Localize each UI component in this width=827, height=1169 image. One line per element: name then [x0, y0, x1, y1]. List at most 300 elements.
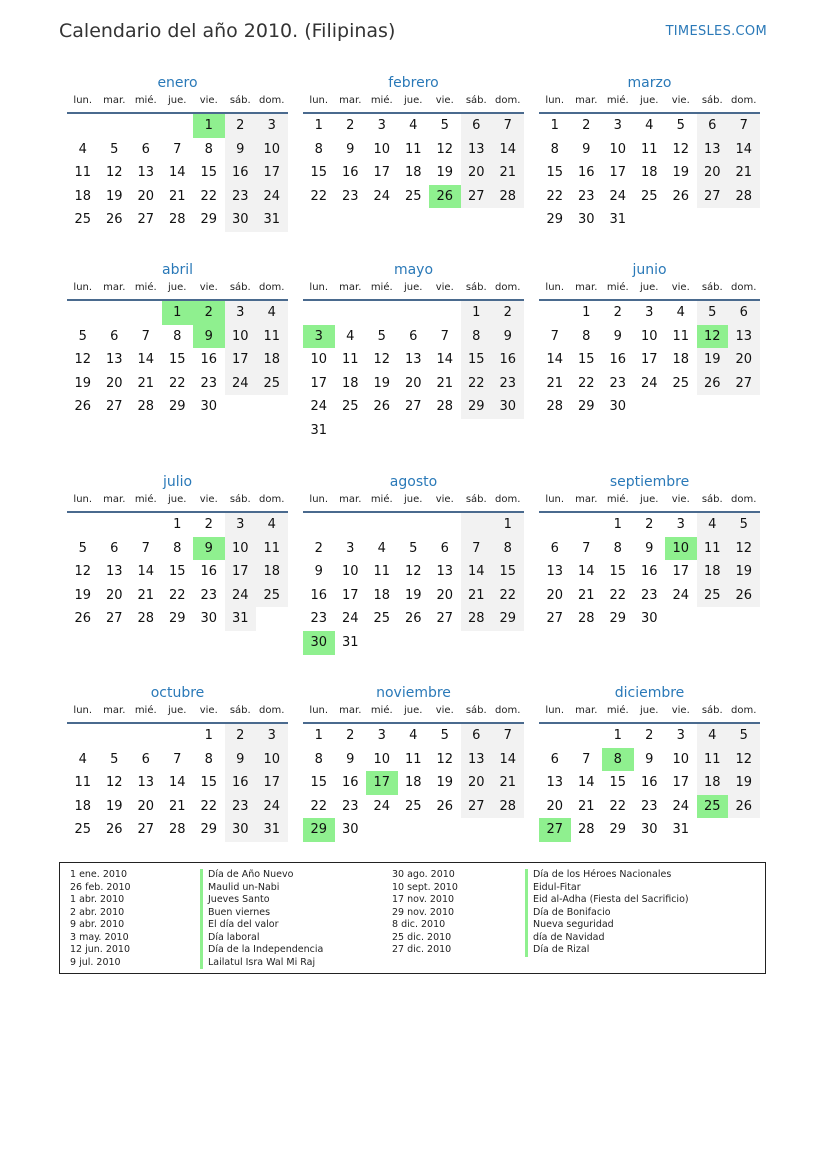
weekday-label: dom. [259, 282, 285, 293]
weekday-label: vie. [199, 95, 218, 106]
weekday-label: lun. [309, 95, 329, 106]
day-cell: 30 [640, 822, 658, 838]
day-cell: 12 [74, 352, 92, 368]
day-cell: 10 [640, 328, 658, 344]
day-cell: 26 [74, 399, 92, 415]
day-cell: 3 [225, 513, 257, 537]
empty-cell [335, 301, 367, 325]
day-cell: 29 [577, 399, 595, 415]
day-cell: 20 [137, 188, 155, 204]
day-cell: 24 [609, 188, 627, 204]
day-cell: 22 [609, 587, 627, 603]
day-cell: 6 [728, 301, 760, 325]
weekday-label: lun. [73, 282, 93, 293]
day-cell: 1 [173, 517, 182, 532]
day-cell: 22 [200, 188, 218, 204]
day-cell: 7 [173, 751, 182, 767]
day-cell: 5 [78, 540, 87, 556]
day-cell: 19 [672, 165, 690, 181]
holiday-day-cell: 29 [303, 818, 335, 842]
day-cell: 18 [672, 352, 690, 368]
day-cell: 4 [256, 513, 288, 537]
day-cell: 27 [697, 185, 729, 209]
day-cell: 8 [613, 540, 622, 556]
empty-cell [67, 301, 99, 325]
day-cell: 5 [78, 328, 87, 344]
weekday-label: mié. [370, 494, 393, 505]
day-cell: 8 [492, 537, 524, 561]
weekday-header [67, 281, 288, 301]
weekday-label: sáb. [701, 282, 723, 293]
day-cell: 27 [105, 399, 123, 415]
day-cell: 25 [672, 375, 690, 391]
day-cell: 6 [550, 751, 559, 767]
day-cell: 6 [141, 141, 150, 157]
day-cell: 28 [577, 822, 595, 838]
legend-holiday-name: Día de Bonifacio [525, 907, 689, 920]
legend-holiday-date: 27 dic. 2010 [392, 944, 452, 955]
day-cell: 29 [461, 395, 493, 419]
weekday-header [67, 704, 288, 724]
month-noviembre [303, 682, 524, 842]
weekday-label: sáb. [229, 494, 251, 505]
empty-cell [99, 724, 131, 748]
day-cell: 8 [173, 540, 182, 556]
day-cell: 20 [436, 587, 454, 603]
day-cell: 12 [728, 537, 760, 561]
day-cell: 19 [436, 165, 454, 181]
day-cell: 1 [613, 517, 622, 532]
day-cell: 14 [577, 775, 595, 791]
legend-holiday-name: Día de Rizal [525, 944, 689, 957]
empty-cell [571, 724, 603, 748]
day-cell: 4 [78, 141, 87, 157]
day-cell: 1 [204, 728, 213, 743]
legend-holiday-name: Día laboral [200, 932, 323, 945]
day-cell: 10 [373, 751, 391, 767]
day-cell: 16 [225, 161, 257, 185]
page-title: Calendario del año 2010. (Filipinas) [59, 20, 396, 42]
day-cell: 16 [577, 165, 595, 181]
day-cell: 4 [256, 301, 288, 325]
day-cell: 12 [436, 751, 454, 767]
day-cell: 29 [168, 611, 186, 627]
day-cell: 12 [74, 564, 92, 580]
day-cell: 31 [672, 822, 690, 838]
day-cell: 13 [137, 775, 155, 791]
weekday-label: vie. [671, 95, 690, 106]
day-cell: 3 [256, 114, 288, 138]
day-cell: 17 [256, 161, 288, 185]
legend-holiday-name: Día de la Independencia [200, 944, 323, 957]
day-cell: 24 [225, 372, 257, 396]
day-cell: 18 [74, 798, 92, 814]
day-cell: 25 [404, 188, 422, 204]
day-cell: 28 [728, 185, 760, 209]
holiday-day-cell: 8 [602, 748, 634, 772]
weekday-label: vie. [435, 705, 454, 716]
month-junio [539, 259, 760, 419]
day-cell: 11 [373, 564, 391, 580]
day-cell: 23 [577, 188, 595, 204]
legend-holiday-name: Maulid un-Nabi [200, 882, 323, 895]
empty-cell [539, 513, 571, 537]
weekday-label: jue. [168, 705, 187, 716]
month-name: enero [157, 75, 198, 91]
day-cell: 21 [168, 798, 186, 814]
weekday-label: sáb. [229, 705, 251, 716]
month-septiembre [539, 471, 760, 631]
legend-holiday-date: 8 dic. 2010 [392, 919, 446, 930]
day-cell: 11 [404, 141, 422, 157]
day-grid [539, 301, 760, 419]
day-cell: 6 [141, 751, 150, 767]
day-cell: 24 [256, 185, 288, 209]
weekday-label: mié. [134, 705, 157, 716]
day-cell: 18 [697, 771, 729, 795]
day-cell: 29 [200, 822, 218, 838]
month-name: julio [162, 474, 193, 490]
legend-right-names [525, 869, 689, 957]
weekday-label: vie. [671, 282, 690, 293]
day-cell: 11 [256, 325, 288, 349]
day-cell: 3 [676, 728, 685, 743]
day-cell: 18 [256, 348, 288, 372]
day-cell: 20 [404, 375, 422, 391]
day-cell: 3 [377, 728, 386, 743]
day-cell: 24 [672, 798, 690, 814]
weekday-label: dom. [495, 95, 521, 106]
weekday-label: dom. [495, 282, 521, 293]
day-cell: 23 [310, 611, 328, 627]
day-cell: 28 [461, 607, 493, 631]
weekday-label: sáb. [465, 494, 487, 505]
holiday-day-cell: 2 [193, 301, 225, 325]
day-cell: 15 [310, 165, 328, 181]
day-cell: 15 [492, 560, 524, 584]
day-cell: 11 [74, 165, 92, 181]
day-cell: 11 [341, 352, 359, 368]
legend-holiday-date: 10 sept. 2010 [392, 881, 458, 893]
weekday-label: mié. [370, 705, 393, 716]
day-cell: 23 [200, 375, 218, 391]
day-cell: 12 [105, 775, 123, 791]
day-cell: 20 [137, 798, 155, 814]
day-cell: 13 [461, 748, 493, 772]
day-cell: 23 [341, 798, 359, 814]
day-cell: 2 [613, 305, 622, 320]
legend-holiday-date: 2 abr. 2010 [70, 906, 125, 918]
day-cell: 20 [546, 798, 564, 814]
day-cell: 6 [110, 328, 119, 344]
day-cell: 7 [461, 537, 493, 561]
day-cell: 26 [728, 584, 760, 608]
day-cell: 26 [436, 798, 454, 814]
weekday-label: mié. [134, 95, 157, 106]
month-name: abril [161, 262, 193, 278]
day-cell: 30 [577, 212, 595, 228]
day-cell: 7 [141, 540, 150, 556]
day-cell: 27 [461, 185, 493, 209]
day-cell: 1 [492, 513, 524, 537]
weekday-label: mar. [103, 494, 126, 505]
weekday-label: dom. [259, 705, 285, 716]
day-cell: 26 [728, 795, 760, 819]
day-cell: 24 [672, 587, 690, 603]
day-cell: 24 [373, 798, 391, 814]
legend-holiday-name: Lailatul Isra Wal Mi Raj [200, 957, 323, 970]
day-cell: 14 [168, 165, 186, 181]
weekday-label: jue. [640, 705, 659, 716]
month-mayo [303, 259, 524, 443]
weekday-label: lun. [545, 282, 565, 293]
empty-cell [130, 513, 162, 537]
weekday-label: jue. [404, 95, 423, 106]
weekday-label: jue. [640, 494, 659, 505]
weekday-label: lun. [73, 705, 93, 716]
day-cell: 25 [341, 399, 359, 415]
day-cell: 17 [640, 352, 658, 368]
day-cell: 3 [377, 118, 386, 133]
weekday-label: mar. [339, 282, 362, 293]
day-cell: 21 [137, 587, 155, 603]
month-name: diciembre [614, 685, 685, 701]
day-cell: 5 [110, 751, 119, 767]
month-name: noviembre [376, 685, 451, 701]
day-cell: 28 [168, 822, 186, 838]
weekday-label: sáb. [465, 705, 487, 716]
day-cell: 22 [492, 584, 524, 608]
day-cell: 22 [310, 798, 328, 814]
day-cell: 30 [640, 611, 658, 627]
day-cell: 7 [173, 141, 182, 157]
day-cell: 16 [225, 771, 257, 795]
day-cell: 21 [546, 375, 564, 391]
weekday-label: mar. [339, 494, 362, 505]
weekday-label: sáb. [465, 282, 487, 293]
day-cell: 8 [582, 328, 591, 344]
day-cell: 9 [314, 564, 323, 580]
day-cell: 6 [110, 540, 119, 556]
day-cell: 17 [672, 564, 690, 580]
day-cell: 28 [492, 795, 524, 819]
empty-cell [303, 301, 335, 325]
day-cell: 17 [373, 165, 391, 181]
day-cell: 8 [204, 141, 213, 157]
legend-right-dates [392, 869, 458, 957]
weekday-label: dom. [731, 282, 757, 293]
month-abril [67, 259, 288, 419]
day-cell: 19 [373, 375, 391, 391]
empty-cell [130, 724, 162, 748]
day-cell: 18 [404, 165, 422, 181]
day-cell: 30 [225, 818, 257, 842]
day-grid [539, 724, 760, 842]
day-cell: 2 [582, 118, 591, 133]
day-cell: 19 [105, 798, 123, 814]
day-cell: 8 [550, 141, 559, 157]
day-cell: 9 [346, 751, 355, 767]
day-cell: 2 [346, 728, 355, 743]
weekday-header [539, 704, 760, 724]
day-cell: 9 [346, 141, 355, 157]
day-cell: 23 [225, 795, 257, 819]
weekday-label: mié. [606, 705, 629, 716]
day-cell: 29 [492, 607, 524, 631]
empty-cell [571, 513, 603, 537]
day-cell: 23 [492, 372, 524, 396]
day-cell: 27 [137, 822, 155, 838]
day-cell: 28 [137, 611, 155, 627]
weekday-label: mié. [370, 282, 393, 293]
day-cell: 16 [492, 348, 524, 372]
weekday-label: mar. [575, 282, 598, 293]
empty-cell [67, 724, 99, 748]
legend-left-names [200, 869, 323, 969]
empty-cell [366, 513, 398, 537]
day-cell: 1 [613, 728, 622, 743]
day-cell: 20 [697, 161, 729, 185]
legend-holiday-date: 3 may. 2010 [70, 931, 129, 943]
day-cell: 17 [310, 375, 328, 391]
day-cell: 23 [225, 185, 257, 209]
weekday-label: dom. [259, 95, 285, 106]
day-cell: 14 [137, 564, 155, 580]
empty-cell [398, 513, 430, 537]
day-cell: 14 [492, 748, 524, 772]
day-cell: 23 [341, 188, 359, 204]
day-cell: 15 [546, 165, 564, 181]
day-cell: 30 [609, 399, 627, 415]
weekday-label: vie. [671, 705, 690, 716]
day-cell: 1 [461, 301, 493, 325]
day-cell: 9 [645, 751, 654, 767]
day-cell: 26 [404, 611, 422, 627]
day-cell: 11 [672, 328, 690, 344]
day-cell: 15 [461, 348, 493, 372]
day-cell: 14 [436, 352, 454, 368]
legend-holiday-name: Eidul-Fitar [525, 882, 689, 895]
day-cell: 28 [577, 611, 595, 627]
day-cell: 11 [74, 775, 92, 791]
legend-holiday-date: 12 jun. 2010 [70, 944, 131, 955]
day-cell: 27 [404, 399, 422, 415]
day-cell: 2 [492, 301, 524, 325]
day-cell: 30 [200, 399, 218, 415]
day-cell: 11 [256, 537, 288, 561]
day-cell: 28 [137, 399, 155, 415]
day-cell: 22 [168, 375, 186, 391]
day-cell: 17 [609, 165, 627, 181]
holiday-legend [59, 862, 766, 974]
weekday-label: lun. [545, 705, 565, 716]
legend-holiday-name: El día del valor [200, 919, 323, 932]
day-cell: 10 [310, 352, 328, 368]
legend-holiday-name: Eid al-Adha (Fiesta del Sacrificio) [525, 894, 689, 907]
empty-cell [398, 301, 430, 325]
empty-cell [67, 114, 99, 138]
day-cell: 16 [640, 564, 658, 580]
day-cell: 5 [728, 513, 760, 537]
day-cell: 26 [697, 372, 729, 396]
weekday-label: jue. [640, 282, 659, 293]
brand-logo-text[interactable]: TIMESLES.COM [665, 24, 767, 39]
day-cell: 27 [105, 611, 123, 627]
day-cell: 25 [697, 584, 729, 608]
day-cell: 2 [645, 517, 654, 532]
day-cell: 30 [200, 611, 218, 627]
weekday-label: dom. [495, 705, 521, 716]
day-cell: 27 [436, 611, 454, 627]
weekday-label: sáb. [229, 282, 251, 293]
day-cell: 6 [409, 328, 418, 344]
day-cell: 10 [225, 537, 257, 561]
month-name: septiembre [609, 474, 690, 490]
day-cell: 6 [550, 540, 559, 556]
legend-holiday-date: 9 abr. 2010 [70, 919, 125, 930]
month-octubre [67, 682, 288, 842]
legend-holiday-date: 30 ago. 2010 [392, 869, 455, 880]
day-cell: 19 [404, 587, 422, 603]
weekday-label: vie. [199, 705, 218, 716]
weekday-label: mié. [606, 95, 629, 106]
day-cell: 11 [697, 537, 729, 561]
weekday-label: mié. [606, 282, 629, 293]
weekday-label: jue. [168, 95, 187, 106]
day-cell: 16 [341, 165, 359, 181]
legend-holiday-name: día de Navidad [525, 932, 689, 945]
day-cell: 19 [74, 587, 92, 603]
day-cell: 27 [137, 212, 155, 228]
day-cell: 13 [728, 325, 760, 349]
day-cell: 13 [697, 138, 729, 162]
day-cell: 1 [314, 728, 323, 743]
legend-holiday-date: 1 abr. 2010 [70, 894, 125, 905]
day-cell: 31 [225, 607, 257, 631]
weekday-label: sáb. [465, 95, 487, 106]
day-cell: 29 [200, 212, 218, 228]
holiday-day-cell: 9 [193, 537, 225, 561]
weekday-label: sáb. [229, 95, 251, 106]
day-cell: 21 [492, 771, 524, 795]
day-cell: 30 [341, 822, 359, 838]
day-cell: 14 [492, 138, 524, 162]
day-cell: 14 [168, 775, 186, 791]
day-cell: 15 [609, 564, 627, 580]
day-grid [303, 301, 524, 443]
day-cell: 3 [645, 305, 654, 320]
day-cell: 1 [314, 118, 323, 133]
day-cell: 27 [461, 795, 493, 819]
day-cell: 18 [697, 560, 729, 584]
day-cell: 12 [728, 748, 760, 772]
day-cell: 2 [204, 517, 213, 532]
day-cell: 9 [225, 748, 257, 772]
day-cell: 19 [697, 348, 729, 372]
day-cell: 22 [546, 188, 564, 204]
day-cell: 13 [105, 564, 123, 580]
weekday-label: mié. [134, 494, 157, 505]
day-cell: 14 [577, 564, 595, 580]
day-cell: 23 [640, 587, 658, 603]
holiday-day-cell: 1 [193, 114, 225, 138]
day-cell: 26 [74, 611, 92, 627]
day-cell: 25 [256, 372, 288, 396]
legend-holiday-date: 26 feb. 2010 [70, 881, 131, 893]
day-cell: 20 [105, 587, 123, 603]
day-cell: 26 [105, 822, 123, 838]
day-cell: 22 [577, 375, 595, 391]
